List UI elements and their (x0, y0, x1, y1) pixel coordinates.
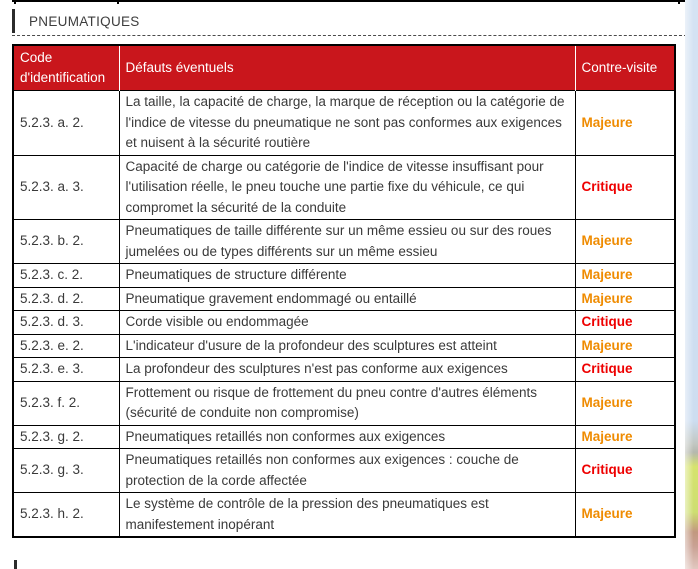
defect-cell: La taille, la capacité de charge, la marque de réception ou la catégorie de l'indice de vitesse du pneumatique ne sont pas conformes aux exigences et nuisent à la sécurité routière (119, 91, 575, 156)
verdict-cell: Majeure (575, 91, 675, 156)
verdict-cell: Critique (575, 155, 675, 220)
defect-cell: Pneumatiques de structure différente (119, 264, 575, 288)
previous-table-border-tick (678, 0, 680, 4)
verdict-cell: Majeure (575, 381, 675, 425)
column-header-defect: Défauts éventuels (119, 45, 575, 91)
table-row (13, 311, 675, 335)
code-cell: 5.2.3. b. 2. (13, 220, 119, 264)
code-cell: 5.2.3. d. 2. (13, 287, 119, 311)
next-section-marker-bar (14, 560, 17, 569)
table-header (13, 45, 675, 91)
table-row (13, 493, 675, 538)
verdict-cell: Critique (575, 311, 675, 335)
table-row (13, 381, 675, 425)
defect-cell: Le système de contrôle de la pression des pneumatiques est manifestement inopérant (119, 493, 575, 538)
defect-cell: Pneumatiques retaillés non conformes aux exigences : couche de protection de la corde affectée (119, 449, 575, 493)
defect-cell: Pneumatique gravement endommagé ou entaillé (119, 287, 575, 311)
table-row (13, 220, 675, 264)
header-row (13, 45, 675, 91)
column-header-verdict: Contre-visite (575, 45, 675, 91)
verdict-cell: Majeure (575, 493, 675, 538)
table-row (13, 91, 675, 156)
code-cell: 5.2.3. d. 3. (13, 311, 119, 335)
code-cell: 5.2.3. h. 2. (13, 493, 119, 538)
table-row (13, 425, 675, 449)
verdict-cell: Majeure (575, 220, 675, 264)
code-cell: 5.2.3. a. 3. (13, 155, 119, 220)
verdict-cell: Critique (575, 449, 675, 493)
defect-cell: La profondeur des sculptures n'est pas conforme aux exigences (119, 358, 575, 382)
previous-table-border-tick (14, 0, 16, 4)
code-cell: 5.2.3. g. 3. (13, 449, 119, 493)
defect-cell: L'indicateur d'usure de la profondeur des sculptures est atteint (119, 334, 575, 358)
section-header (12, 7, 692, 36)
section-title: PNEUMATIQUES (29, 13, 140, 29)
defect-cell: Frottement ou risque de frottement du pneu contre d'autres éléments (sécurité de conduite non compromise) (119, 381, 575, 425)
defect-cell: Pneumatiques retaillés non conformes aux exigences (119, 425, 575, 449)
verdict-cell: Critique (575, 358, 675, 382)
defect-cell: Pneumatiques de taille différente sur un même essieu ou sur des roues jumelées ou de types différents sur un même essieu (119, 220, 575, 264)
previous-table-border-tick (117, 0, 119, 4)
table-row (13, 264, 675, 288)
defects-table (12, 44, 676, 538)
code-cell: 5.2.3. c. 2. (13, 264, 119, 288)
table-row (13, 155, 675, 220)
table-row (13, 449, 675, 493)
defects-table-container (12, 44, 676, 538)
code-cell: 5.2.3. f. 2. (13, 381, 119, 425)
section-marker-bar (12, 9, 15, 33)
table-row (13, 358, 675, 382)
code-cell: 5.2.3. g. 2. (13, 425, 119, 449)
defect-cell: Capacité de charge ou catégorie de l'indice de vitesse insuffisant pour l'utilisation réelle, le pneu touche une partie fixe du véhicule, ce qui compromet la sécurité de la conduite (119, 155, 575, 220)
verdict-cell: Majeure (575, 334, 675, 358)
table-row (13, 334, 675, 358)
page-background-strip (685, 0, 698, 569)
code-cell: 5.2.3. e. 2. (13, 334, 119, 358)
code-cell: 5.2.3. a. 2. (13, 91, 119, 156)
verdict-cell: Majeure (575, 264, 675, 288)
verdict-cell: Majeure (575, 425, 675, 449)
defect-cell: Corde visible ou endommagée (119, 311, 575, 335)
column-header-code: Code d'identification (13, 45, 119, 91)
previous-table-border (12, 0, 691, 2)
verdict-cell: Majeure (575, 287, 675, 311)
table-row (13, 287, 675, 311)
code-cell: 5.2.3. e. 3. (13, 358, 119, 382)
table-body (13, 91, 675, 538)
